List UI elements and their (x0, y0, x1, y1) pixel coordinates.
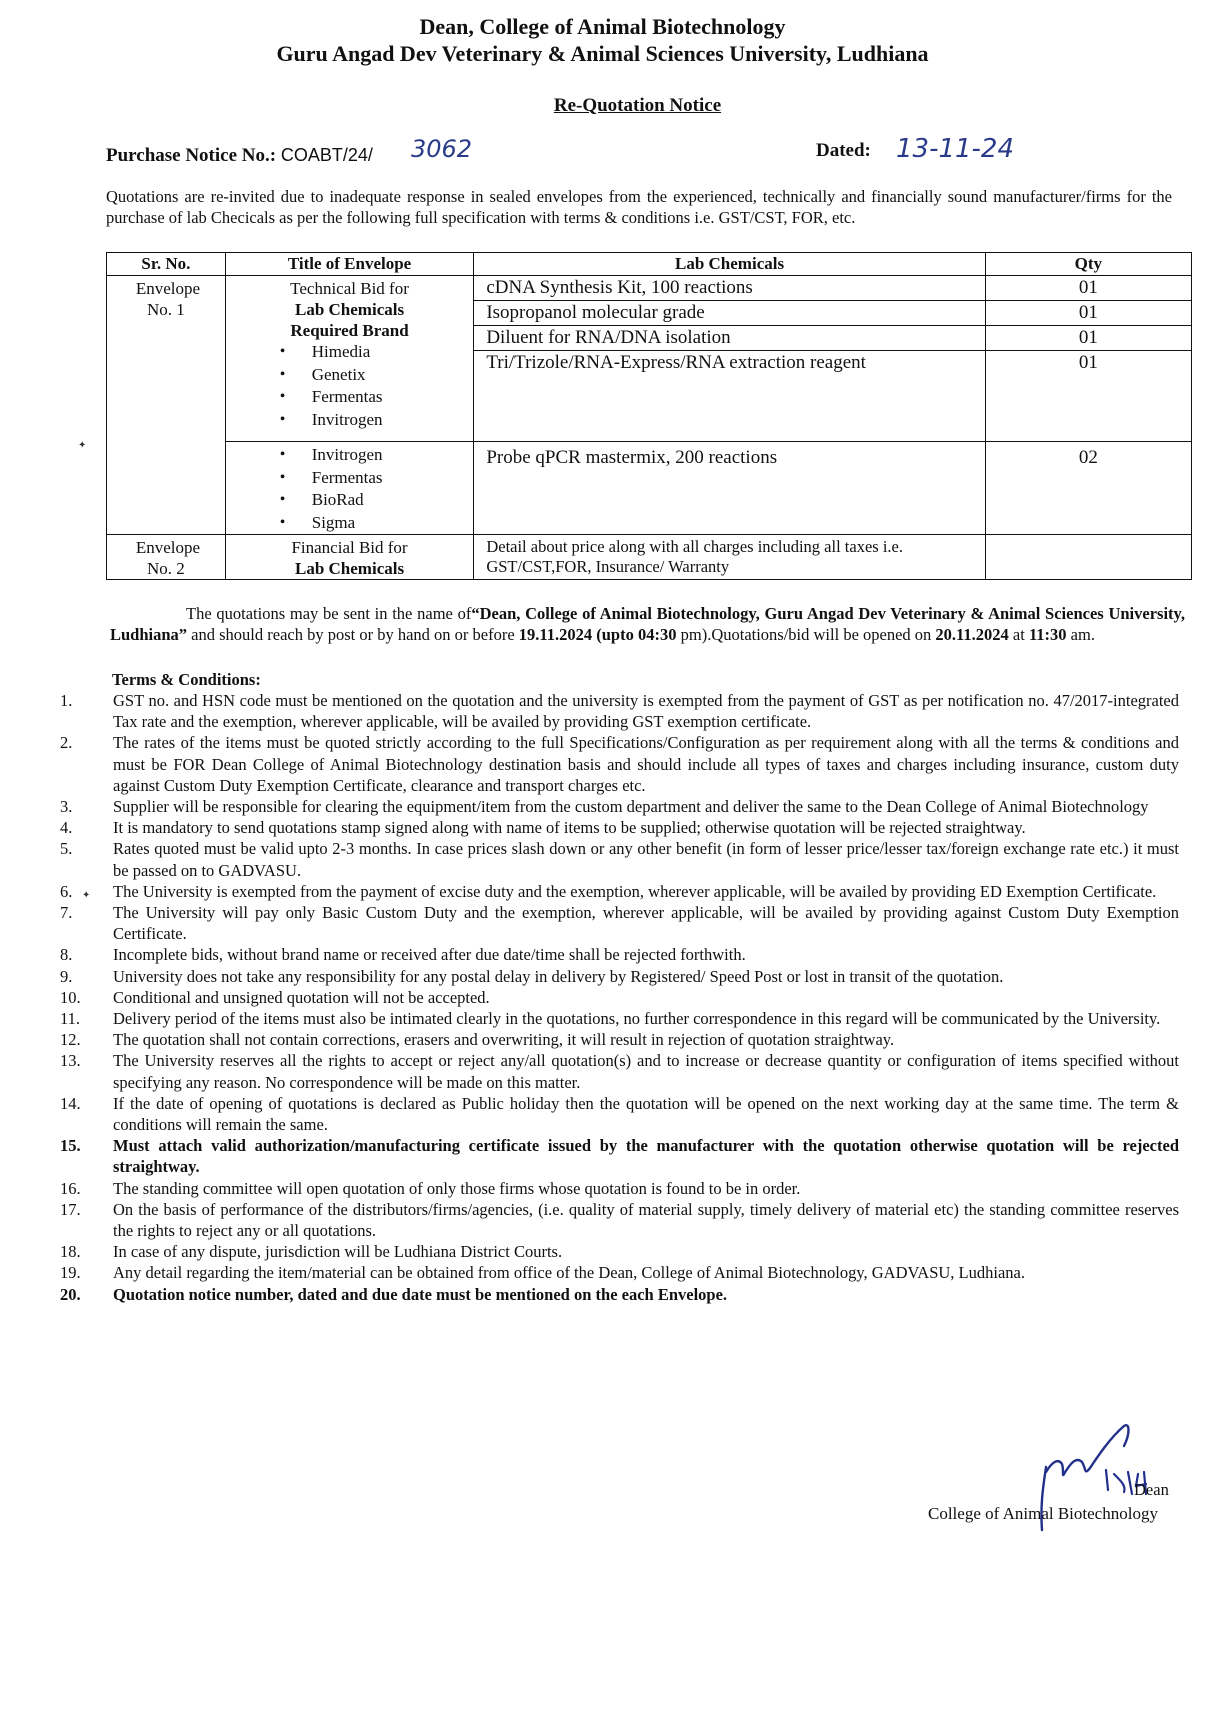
chemical-item: Isopropanol molecular grade (474, 301, 984, 326)
notice-date (816, 134, 1015, 164)
envelope-1-row-a (107, 276, 1192, 442)
intro-paragraph: Quotations are re-invited due to inadequate response in sealed envelopes from the experienced, technically and financially sound manufacturer/firms for the purchase of lab Checicals as per the following full specification with terms & conditions i.e. GST/CST, FOR, etc. (106, 187, 1172, 227)
envelope-2-title-line1: Financial Bid for (291, 538, 408, 557)
header-sr-no: Sr. No. (107, 253, 226, 276)
term-item: 5. Rates quoted must be valid upto 2-3 months. In case prices slash down or any other benefit (in form of lesser price/lesser tax/foreign exchange rate etc.) it must be passed on to GADVASU. (60, 839, 1179, 880)
term-item: 16. The standing committee will open quotation of only those firms whose quotation is found to be in order. (60, 1178, 801, 1198)
chemicals-cell-b (474, 442, 985, 535)
envelope-1-brands-b (225, 442, 474, 535)
list-item: • Genetix (280, 364, 474, 387)
chemical-item: Diluent for RNA/DNA isolation (474, 326, 984, 351)
header-qty: Qty (985, 253, 1191, 276)
list-item: • Invitrogen (280, 409, 474, 432)
financial-detail: Detail about price along with all charges including all taxes i.e. GST/CST,FOR, Insurance/ Warranty (486, 537, 903, 576)
purchase-notice-prefix: COABT/24/ (280, 145, 373, 165)
envelope-1-row-b (107, 442, 1192, 535)
envelope-1-title-line1: Technical Bid for (290, 279, 409, 298)
term-item: 9. University does not take any responsibility for any postal delay in delivery by Registered/ Speed Post or lost in transit of the quotation. (60, 966, 1004, 986)
term-item: 20. Quotation notice number, dated and due date must be mentioned on the each Envelope. (60, 1284, 728, 1304)
scan-speck: ✦ (78, 440, 87, 451)
term-item: 17. On the basis of performance of the distributors/firms/agencies, (i.e. quality of material supply, timely delivery of material etc) the standing committee reserves the rights to reject any or all quotations. (60, 1199, 1179, 1241)
qty-value: 01 (986, 301, 1191, 326)
list-item: • Sigma (280, 512, 474, 535)
chemical-item: cDNA Synthesis Kit, 100 reactions (474, 276, 984, 301)
list-item: • BioRad (280, 489, 474, 512)
header-line-1: Dean, College of Animal Biotechnology (419, 14, 786, 39)
term-item: 7. The University will pay only Basic Custom Duty and the exemption, wherever applicable, will be availed by providing against Custom Duty Exemption Certificate. (60, 903, 1179, 944)
envelope-2-title (225, 535, 474, 580)
chemical-item: Probe qPCR mastermix, 200 reactions (486, 447, 778, 468)
term-item: 4. It is mandatory to send quotations stamp signed along with name of items to be supplied; otherwise quotation will be rejected straightway. (60, 818, 1026, 838)
handwritten-date: 13-11-24 (896, 134, 1015, 164)
brand-list-b (226, 442, 474, 534)
scan-speck: ✦ (82, 890, 91, 901)
list-item: • Fermentas (280, 386, 474, 409)
header-title-of-envelope: Title of Envelope (225, 253, 474, 276)
header-line-2: Guru Angad Dev Veterinary & Animal Sciences University, Ludhiana (276, 41, 929, 66)
terms-list (0, 690, 1205, 1305)
term-item: 6. The University is exempted from the payment of excise duty and the exemption, wherever applicable, will be availed by providing ED Exemption Certificate. (60, 881, 1157, 901)
handwritten-notice-number: 3062 (411, 135, 473, 163)
term-item: 19. Any detail regarding the item/material can be obtained from office of the Dean, College of Animal Biotechnology, GADVASU, Ludhiana. (60, 1263, 1025, 1283)
term-item: 3. Supplier will be responsible for clearing the equipment/item from the custom department and deliver the same to the Dean College of Animal Biotechnology (60, 797, 1149, 817)
term-item: 10. Conditional and unsigned quotation will not be accepted. (60, 987, 490, 1007)
submission-paragraph: The quotations may be sent in the name of“Dean, College of Animal Biotechnology, Guru Angad Dev Veterinary & Animal Sciences University, Ludhiana” and should reach by post or by hand on or before 19.11.2024 (upto 04:30 pm).Quotations/bid will be opened on 20.11.2024 at 11:30 am. (110, 604, 1185, 644)
envelope-2-title-line2: Lab Chemicals (294, 559, 405, 578)
envelope-2-sr: Envelope No. 2 (107, 535, 226, 580)
chemical-item: Tri/Trizole/RNA-Express/RNA extraction reagent (486, 352, 866, 373)
term-item: 8. Incomplete bids, without brand name or received after due date/time shall be rejected forthwith. (60, 945, 746, 965)
financial-detail-cell (474, 535, 985, 580)
dated-label: Dated: (816, 140, 871, 161)
terms-heading: Terms & Conditions: (112, 670, 261, 689)
purchase-notice-number (106, 135, 473, 167)
term-item: 2. The rates of the items must be quoted strictly according to the full Specifications/Configuration as per requirement along with all the terms & conditions and must be FOR Dean College of Animal Biotechnology destination basis and should include all types of taxes and charges including insurance, custom duty against Custom Duty Exemption Certificate, clearance and transport charges etc. (60, 733, 1179, 795)
envelope-1-title-line2: Lab Chemicals (294, 300, 405, 319)
qty-value: 02 (1078, 447, 1098, 468)
brand-list-a (226, 341, 474, 431)
list-item: • Himedia (280, 341, 474, 364)
term-item: 15. Must attach valid authorization/manufacturing certificate issued by the manufacturer with the quotation otherwise quotation will be rejected straightway. (60, 1136, 1179, 1177)
qty-value: 01 (1078, 352, 1098, 373)
term-item: 1. GST no. and HSN code must be mentioned on the quotation and the university is exempted from the payment of GST as per notification no. 47/2017-integrated Tax rate and the exemption, wherever applicable, will be availed by providing GST exemption certificate. (60, 691, 1179, 732)
notice-title: Re-Quotation Notice (553, 95, 722, 116)
term-item: 12. The quotation shall not contain corrections, erasers and overwriting, it will result in rejection of quotation straightway. (60, 1030, 895, 1050)
qty-cell-financial (985, 535, 1191, 580)
qty-cell-b (985, 442, 1191, 535)
purchase-notice-label: Purchase Notice No.: (106, 145, 277, 166)
term-item: 18. In case of any dispute, jurisdiction will be Ludhiana District Courts. (60, 1242, 563, 1262)
signatory-title: Dean (1134, 1480, 1169, 1499)
envelope-2-row (107, 535, 1192, 580)
qty-value: 01 (986, 276, 1191, 301)
signatory-college: College of Animal Biotechnology (928, 1504, 1158, 1523)
envelope-1-title-line3: Required Brand (290, 321, 409, 340)
envelope-1-sr: Envelope No. 1 (107, 276, 226, 535)
term-item: 13. The University reserves all the rights to accept or reject any/all quotation(s) and to increase or decrease quantity or configuration of items specified without specifying any reason. No correspondence will be made on this matter. (60, 1051, 1179, 1092)
envelope-table (106, 252, 1192, 580)
list-item: • Invitrogen (280, 444, 474, 467)
header-lab-chemicals: Lab Chemicals (474, 253, 985, 276)
envelope-1-title (225, 276, 474, 442)
term-item: 14. If the date of opening of quotations is declared as Public holiday then the quotation will be opened on the next working day at the same time. The term & conditions will remain the same. (60, 1093, 1179, 1135)
table-header-row (107, 253, 1192, 276)
list-item: • Fermentas (280, 467, 474, 490)
qty-cell-a (985, 276, 1191, 442)
chemicals-cell-a (474, 276, 985, 442)
term-item: 11. Delivery period of the items must also be intimated clearly in the quotations, no further correspondence in this regard will be communicated by the University. (60, 1009, 1161, 1029)
qty-value: 01 (986, 326, 1191, 351)
